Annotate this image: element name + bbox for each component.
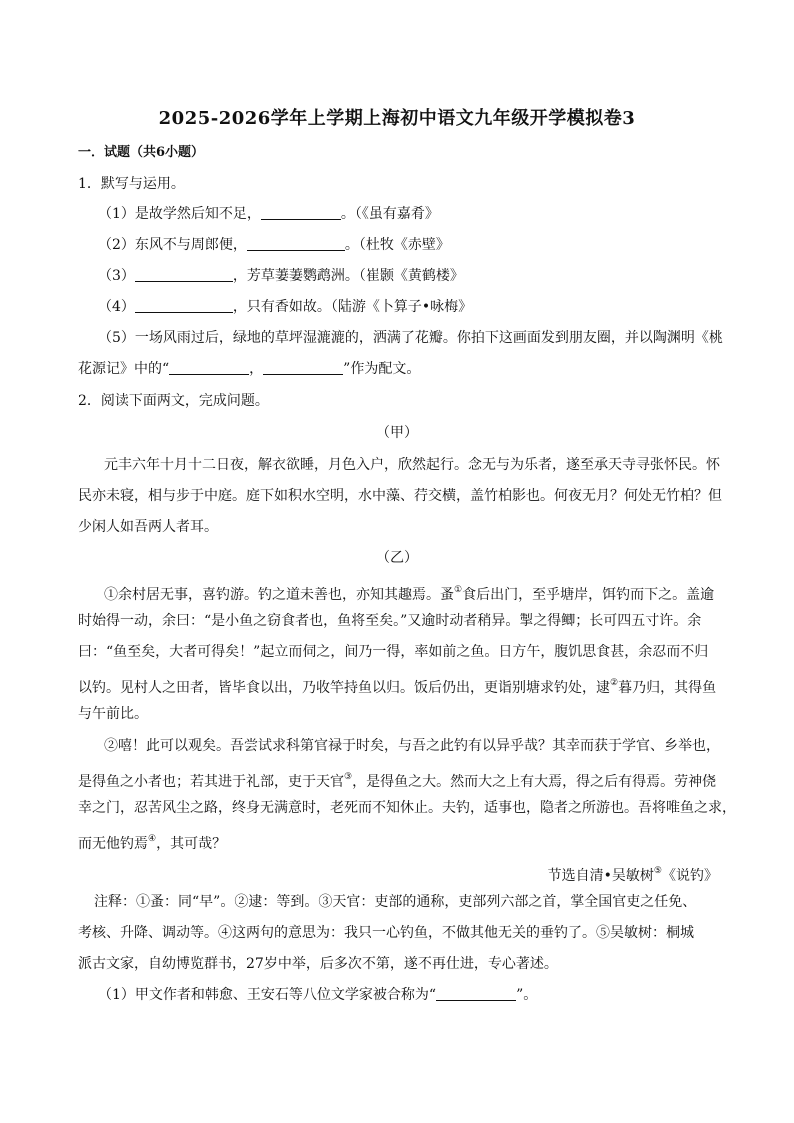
answer-blank[interactable] xyxy=(135,298,233,313)
text-run: 节选自清•吴敏树 xyxy=(547,868,654,884)
page-title: 2025-2026学年上学期上海初中语文九年级开学模拟卷3 xyxy=(158,108,636,129)
q1-item-4-pre: （4） xyxy=(98,299,135,315)
text-run: ，是得鱼之大。然而大之上有大焉，得之后有得焉。劳神侥 xyxy=(352,774,717,790)
text-run: 以钓。见村人之田者，皆毕食以出，乃收竿持鱼以归。饭后仍出，更诣别塘求钓处，逮 xyxy=(78,680,610,696)
passage-jia-line-1: 元丰六年十月十二日夜，解衣欲睡，月色入户，欣然起行。念无与为乐者，遂至承天寺寻张怀民。怀 xyxy=(104,457,720,473)
q1-item-1-post: 。（《虽有嘉肴》 xyxy=(340,206,439,222)
notes-line-1: 注释：①蚤：同“早”。②逮：等到。③天官：吏部的通称，吏部列六部之首，掌全国官吏之任免、 xyxy=(94,894,697,910)
question-1-stem: 1．默写与运用。 xyxy=(78,176,185,192)
passage-yi-p2-line-2 xyxy=(78,767,720,792)
answer-blank[interactable] xyxy=(135,267,233,282)
footnote-marker: ① xyxy=(454,585,463,595)
q2-sub-question-1 xyxy=(98,985,537,1005)
passage-yi-p2-line-3: 幸之门，忍苦风尘之路，终身无满意时，老死而不知休止。夫钓，适事也，隐者之所游也。吾将唯鱼之求， xyxy=(78,800,736,816)
passage-yi-p1-line-4 xyxy=(78,673,720,698)
passage-jia-line-2: 民亦未寝，相与步于中庭。庭下如积水空明，水中藻、荇交横，盖竹柏影也。何夜无月？何处无竹柏？但 xyxy=(78,488,722,504)
answer-blank[interactable] xyxy=(247,236,345,251)
text-run: 食后出门，至乎塘岸，饵钓而下之。盖逾 xyxy=(462,587,715,603)
footnote-marker: ② xyxy=(610,678,619,688)
question-2-stem: 2．阅读下面两文，完成问题。 xyxy=(78,393,269,409)
text-run: 而无他钓焉 xyxy=(78,836,148,852)
notes-line-2: 考核、升降、调动等。④这两句的意思为：我只一心钓鱼，不做其他无关的垂钓了。⑤吴敏树：桐城 xyxy=(78,925,694,941)
text-run: 暮乃归，其得鱼 xyxy=(618,680,717,696)
answer-blank[interactable] xyxy=(263,360,343,375)
passage-yi-p1-line-1 xyxy=(104,580,746,605)
footnote-marker: ④ xyxy=(148,834,157,844)
passage-yi-p2-line-4 xyxy=(78,829,720,854)
passage-yi-heading: （乙） xyxy=(376,550,418,566)
answer-blank[interactable] xyxy=(169,360,249,375)
q1-item-3 xyxy=(98,266,464,286)
q1-item-2 xyxy=(98,235,450,255)
q1-item-5-line-1: （5）一场风雨过后，绿地的草坪湿漉漉的，洒满了花瓣。你拍下这画面发到朋友圈，并以陶渊明《桃 xyxy=(98,330,723,346)
text-run: ①余村居无事，喜钓游。钓之道未善也，亦知其趣焉。蚤 xyxy=(104,587,454,603)
text-run: （1）甲文作者和韩愈、王安石等八位文学家被合称为“ xyxy=(98,987,437,1003)
q1-item-5-post: ”作为配文。 xyxy=(343,361,421,377)
footnote-marker: ③ xyxy=(344,772,353,782)
section-heading: 一．试题（共6小题） xyxy=(78,145,205,160)
text-run: 是得鱼之小者也；若其进于礼部，吏于天官 xyxy=(78,774,344,790)
q1-item-4 xyxy=(98,297,472,317)
text-run: 《说钓》 xyxy=(662,868,718,884)
passage-yi-p2-line-1: ②嘻！此可以观矣。吾尝试求科第官禄于时矣，与吾之此钓有以异乎哉？其幸而获于学官、乡举也， xyxy=(104,738,720,754)
passage-jia-line-3: 少闲人如吾两人者耳。 xyxy=(78,519,218,535)
passage-jia-heading: （甲） xyxy=(376,425,418,441)
q1-item-1 xyxy=(98,204,439,224)
footnote-marker: ⑤ xyxy=(653,866,662,876)
passage-yi-p1-line-2: 时始得一动，余曰：“是小鱼之窃食者也，鱼将至矣。”又逾时动者稍异。掣之得鲫；长可四五寸许。余 xyxy=(78,613,702,629)
text-run: ”。 xyxy=(516,987,538,1003)
q1-item-1-pre: （1）是故学然后知不足， xyxy=(98,206,261,222)
notes-line-3: 派古文家，自幼博览群书，27岁中举，后多次不第，遂不再仕进，专心著述。 xyxy=(78,956,558,972)
q1-item-2-post: 。（杜牧《赤壁》 xyxy=(344,237,450,253)
q1-item-5-pre: 花源记》中的“ xyxy=(78,361,170,377)
passage-yi-p1-line-5: 与午前比。 xyxy=(78,706,148,722)
q1-item-4-post: ，只有香如故。（陆游《卜算子•咏梅》 xyxy=(232,299,473,315)
q1-item-3-post: ，芳草萋萋鹦鹉洲。（崔颢《黄鹤楼》 xyxy=(232,268,464,284)
passage-source xyxy=(548,861,718,886)
passage-yi-p1-line-3: 曰：“鱼至矣，大者可得矣！”起立而伺之，间乃一得，率如前之鱼。日方午，腹饥思食甚，余忍而不归 xyxy=(78,644,709,660)
answer-blank[interactable] xyxy=(436,986,516,1001)
answer-blank[interactable] xyxy=(261,205,341,220)
q1-item-5-mid: ， xyxy=(249,361,264,377)
q1-item-5-line-2 xyxy=(78,359,420,379)
q1-item-2-pre: （2）东风不与周郎便， xyxy=(98,237,247,253)
text-run: ，其可哉？ xyxy=(156,836,227,852)
q1-item-3-pre: （3） xyxy=(98,268,135,284)
